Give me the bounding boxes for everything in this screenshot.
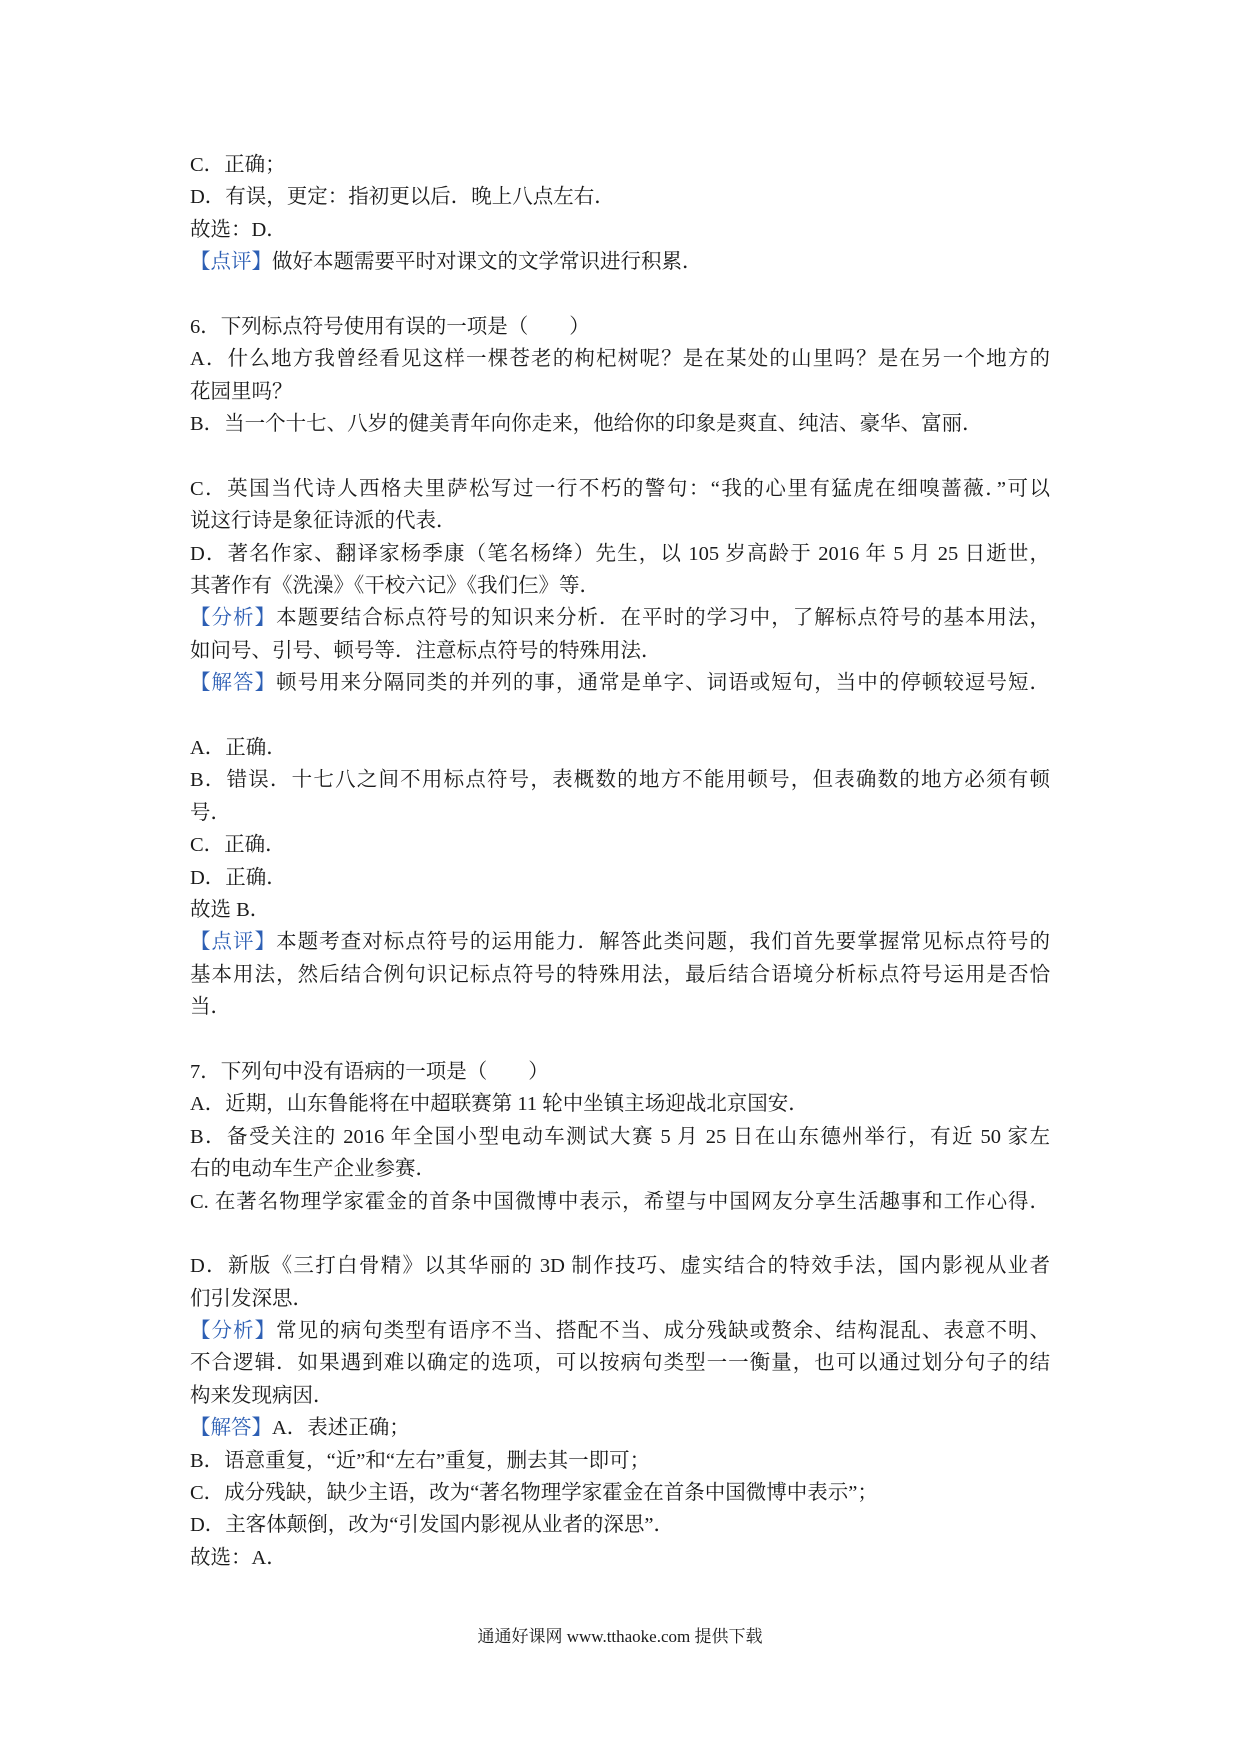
q7-option-a: A．近期，山东鲁能将在中超联赛第 11 轮中坐镇主场迎战北京国安． xyxy=(190,1093,809,1116)
q5-comment xyxy=(190,246,1050,278)
q7-solution-item-b: B．语意重复，“近”和“左右”重复，删去其一即可； xyxy=(190,1449,651,1472)
analysis-text: 本题要结合标点符号的知识来分析．在平时的学习中，了解标点符号的基本用法， xyxy=(276,607,1051,630)
paragraph-gap xyxy=(190,700,1050,732)
solution-label: 【解答】 xyxy=(190,1417,272,1440)
paragraph-gap xyxy=(190,279,1050,311)
q6-answer: 故选 B． xyxy=(190,898,271,921)
q7-option-b-line-2: 右的电动车生产企业参赛． xyxy=(190,1158,436,1181)
q6-option-a-line-2: 花园里吗？ xyxy=(190,380,293,403)
q7-option-c: C. 在著名物理学家霍金的首条中国微博中表示，希望与中国网友分享生活趣事和工作心得． xyxy=(190,1190,1050,1213)
analysis-text: 常见的病句类型有语序不当、搭配不当、成分残缺或赘余、结构混乱、表意不明、 xyxy=(276,1320,1051,1343)
solution-label: 【解答】 xyxy=(190,672,277,695)
paragraph-gap xyxy=(190,441,1050,473)
q6-option-a-line-1: A．什么地方我曾经看见这样一棵苍老的枸杞树呢？是在某处的山里吗？是在另一个地方的 xyxy=(190,348,1050,371)
analysis-label: 【分析】 xyxy=(190,607,277,630)
q6-comment-line-2: 基本用法，然后结合例句识记标点符号的特殊用法，最后结合语境分析标点符号运用是否恰 xyxy=(190,963,1050,986)
q6-analysis xyxy=(190,602,1050,634)
q7-option-d-line-2: 们引发深思． xyxy=(190,1287,313,1310)
paragraph-gap xyxy=(190,1218,1050,1250)
q6-comment-line-3: 当． xyxy=(190,996,231,1019)
q5-solution-item-c: C．正确； xyxy=(190,154,286,176)
q7-option-d-line-1: D．新版《三打白骨精》以其华丽的 3D 制作技巧、虚实结合的特效手法，国内影视从业者 xyxy=(190,1255,1050,1278)
q7-analysis xyxy=(190,1315,1050,1347)
q6-option-d-line-2: 其著作有《洗澡》《干校六记》《我们仨》等． xyxy=(190,575,600,598)
q7-answer: 故选：A． xyxy=(190,1546,287,1569)
q7-option-b-line-1: B．备受关注的 2016 年全国小型电动车测试大赛 5 月 25 日在山东德州举行，有近 50 家左 xyxy=(190,1125,1050,1148)
q6-solution xyxy=(190,667,1050,699)
q7-analysis-line-3: 构来发现病因． xyxy=(190,1384,334,1407)
solution-text: 顿号用来分隔同类的并列的事，通常是单字、词语或短句，当中的停顿较逗号短． xyxy=(276,672,1051,695)
q6-solution-item-d: D．正确． xyxy=(190,866,287,889)
q7-solution-item-d: D．主客体颠倒，改为“引发国内影视从业者的深思”． xyxy=(190,1514,675,1537)
paragraph-gap xyxy=(190,1024,1050,1056)
q6-option-d-line-1: D．著名作家、翻译家杨季康（笔名杨绛）先生，以 105 岁高龄于 2016 年 5 月 25 日逝世， xyxy=(190,542,1050,565)
q6-solution-item-c: C．正确． xyxy=(190,834,286,857)
question-6-stem: 6．下列标点符号使用有误的一项是（ ） xyxy=(190,315,590,338)
comment-label: 【点评】 xyxy=(190,251,272,274)
solution-text: A．表述正确； xyxy=(272,1417,410,1440)
q5-answer: 故选：D． xyxy=(190,218,287,241)
q7-solution-item-c: C．成分残缺，缺少主语，改为“著名物理学家霍金在首条中国微博中表示”； xyxy=(190,1482,878,1505)
comment-text: 做好本题需要平时对课文的文学常识进行积累． xyxy=(272,251,703,274)
q7-analysis-line-2: 不合逻辑．如果遇到难以确定的选项，可以按病句类型一一衡量，也可以通过划分句子的结 xyxy=(190,1352,1050,1375)
q6-analysis-line-2: 如问号、引号、顿号等．注意标点符号的特殊用法． xyxy=(190,639,662,662)
q6-option-b: B．当一个十七、八岁的健美青年向你走来，他给你的印象是爽直、纯洁、豪华、富丽． xyxy=(190,413,983,436)
q6-option-c-line-1: C．英国当代诗人西格夫里萨松写过一行不朽的警句：“我的心里有猛虎在细嗅蔷薇．”可以 xyxy=(190,477,1050,500)
q6-option-c-line-2: 说这行诗是象征诗派的代表． xyxy=(190,510,457,533)
analysis-label: 【分析】 xyxy=(190,1320,277,1343)
q6-comment xyxy=(190,926,1050,958)
q7-solution xyxy=(190,1412,1050,1444)
page-content xyxy=(190,149,1050,1574)
comment-text: 本题考查对标点符号的运用能力．解答此类问题，我们首先要掌握常见标点符号的 xyxy=(276,931,1051,954)
q6-solution-item-a: A．正确． xyxy=(190,737,287,760)
comment-label: 【点评】 xyxy=(190,931,277,954)
q6-solution-item-b-line-1: B．错误．十七八之间不用标点符号，表概数的地方不能用顿号，但表确数的地方必须有顿 xyxy=(190,769,1050,792)
footer-source: 通通好课网 www.tthaoke.com 提供下载 xyxy=(477,1627,763,1646)
q6-solution-item-b-line-2: 号． xyxy=(190,801,231,824)
question-7-stem: 7．下列句中没有语病的一项是（ ） xyxy=(190,1060,549,1083)
q5-solution-item-d: D．有误，更定：指初更以后．晚上八点左右． xyxy=(190,186,615,209)
